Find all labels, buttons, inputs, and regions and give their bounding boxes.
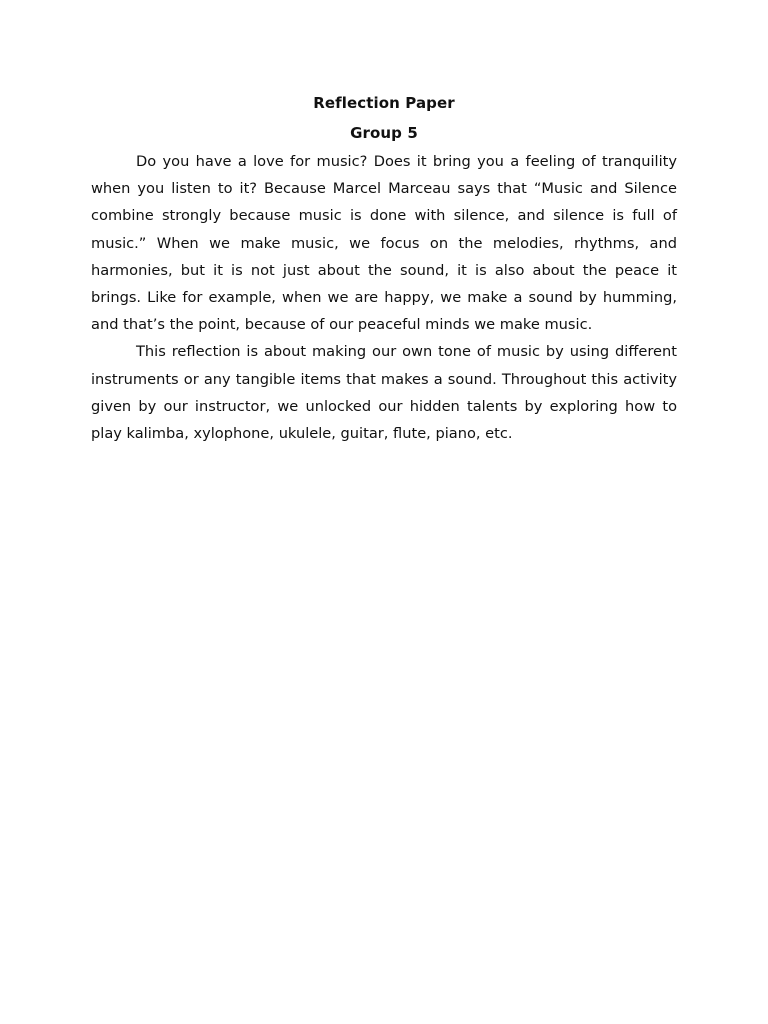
document-subtitle: Group 5	[350, 124, 418, 142]
paragraph-reflection: This reflection is about making our own tone of music by using different instruments or any tangible items that makes a sound. Throughout this activity given by our instructor, we unlocked our hidden talents by exploring how to play kalimba, xylophone, ukulele, guitar, flute, piano, etc.	[91, 343, 677, 443]
document-title: Reflection Paper	[313, 94, 455, 112]
document-content	[91, 88, 677, 447]
paragraph-intro: Do you have a love for music? Does it bring you a feeling of tranquility when you listen to it? Because Marcel Marceau says that “Music and Silence combine strongly because music is done with silence, and silence is full of music.” When we make music, we focus on the melodies, rhythms, and harmonies, but it is not just about the sound, it is also about the peace it brings. Like for example, when we are happy, we make a sound by humming, and that’s the point, because of our peaceful minds we make music.	[91, 153, 677, 334]
